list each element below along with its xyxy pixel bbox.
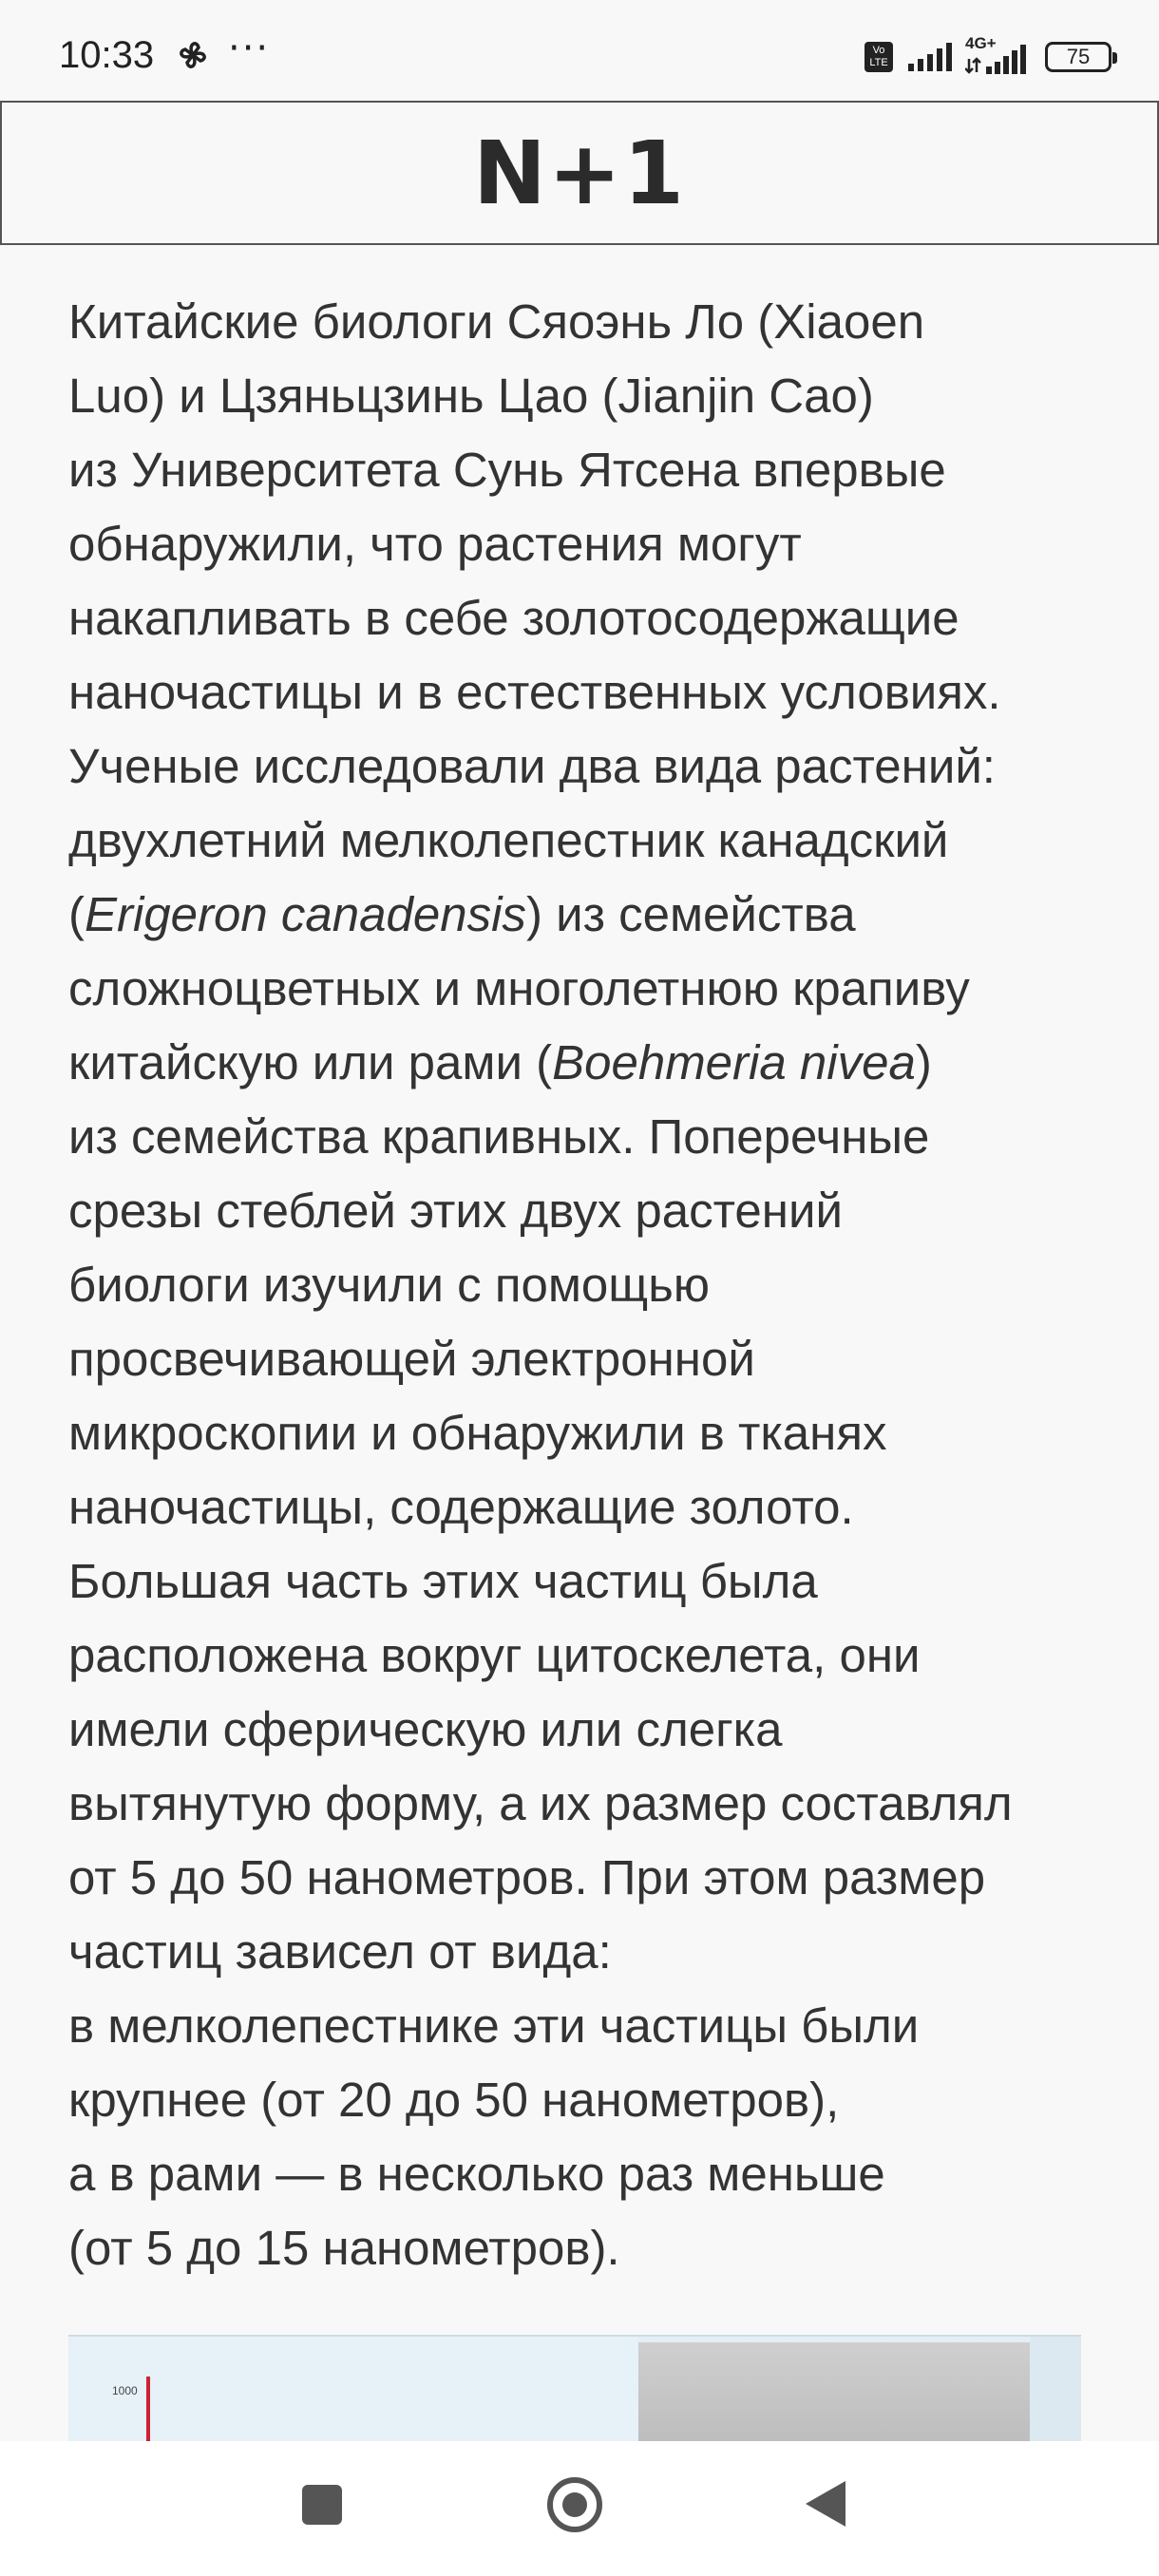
figure-chart-area [68,2337,638,2443]
article-line [68,1026,1104,1100]
text-run: Большая часть этих частиц была [68,1554,818,1608]
status-bar [0,0,1159,101]
text-run: имели сферическую или слегка [68,1702,783,1756]
article-line [68,2137,1104,2211]
text-run: китайскую или рами ( [68,1035,553,1089]
text-run: из Университета Сунь Ятсена впервые [68,443,946,497]
text-run: из семейства крапивных. Поперечные [68,1109,930,1164]
article-paragraph [68,285,1104,2285]
text-run: Ученые исследовали два вида растений: [68,739,996,793]
figure-axis-line [146,2377,150,2443]
article-line [68,1841,1104,1915]
article-line [68,2211,1104,2285]
article-line [68,1915,1104,1989]
text-run: просвечивающей электронной [68,1332,755,1386]
text-run: биологи изучили с помощью [68,1258,711,1312]
text-run: (от 5 до 15 нанометров). [68,2221,620,2275]
article-line [68,507,1104,581]
status-indicators [864,34,1112,76]
figure-axis-tick: 1000 [112,2384,138,2397]
text-run: двухлетний мелколепестник канадский [68,813,949,867]
article-line [68,359,1104,433]
article-line [68,1100,1104,1174]
figure-micrograph [638,2342,1030,2443]
signal-4g-icon [965,34,1032,74]
text-run: ) из семейства [525,887,856,941]
text-run: микроскопии и обнаружили в тканях [68,1406,887,1460]
article-line [68,952,1104,1026]
text-run: ( [68,887,85,941]
text-run: Китайские биологи Сяоэнь Ло (Xiaoen [68,294,925,349]
article-line [68,581,1104,655]
text-run: наночастицы и в естественных условиях. [68,665,1001,719]
volte-icon: Vo LTE [864,42,893,72]
text-run: срезы стеблей этих двух растений [68,1184,843,1238]
battery-level: 75 [1066,45,1091,68]
article-line [68,878,1104,952]
site-header [0,101,1159,245]
text-run: расположена вокруг цитоскелета, они [68,1628,921,1682]
text-run: ) [915,1035,932,1089]
navigation-bar [0,2441,1159,2576]
article-line [68,433,1104,507]
article-line [68,1248,1104,1322]
text-run: а в рами — в несколько раз меньше [68,2147,885,2201]
article-line [68,1693,1104,1767]
text-run: обнаружили, что растения могут [68,517,802,571]
status-time: 10:33 [59,34,155,76]
text-run: наночастицы, содержащие золото. [68,1480,854,1534]
article-line [68,1396,1104,1470]
text-run: сложноцветных и многолетнюю крапиву [68,961,970,1015]
text-run: частиц зависел от вида: [68,1924,612,1979]
text-run: крупнее (от 20 до 50 нанометров), [68,2073,840,2127]
figure-panel [1030,2337,1081,2443]
article-line [68,729,1104,804]
article-line [68,2063,1104,2137]
back-icon[interactable] [806,2481,846,2527]
article-line [68,1470,1104,1544]
text-run: от 5 до 50 нанометров. При этом размер [68,1850,986,1904]
article-line [68,1989,1104,2063]
recent-apps-icon[interactable] [302,2485,342,2525]
species-name: Erigeron canadensis [84,887,526,941]
home-icon[interactable] [547,2477,602,2532]
species-name: Boehmeria nivea [552,1035,916,1089]
article-line [68,1767,1104,1841]
article-line [68,655,1104,729]
more-notifications-icon: ··· [228,27,271,70]
network-type: 4G+ [965,34,997,52]
site-logo[interactable]: N+1 [472,122,687,224]
article-line [68,1544,1104,1619]
article-body [68,285,1104,2285]
text-run: накапливать в себе золотосодержащие [68,591,960,645]
text-run: в мелколепестнике эти частицы были [68,1998,920,2053]
fan-icon [174,36,212,74]
article-line [68,285,1104,359]
battery-icon [1045,42,1112,72]
article-line [68,804,1104,878]
article-line [68,1174,1104,1248]
text-run: вытянутую форму, а их размер составлял [68,1776,1013,1830]
article-line [68,1619,1104,1693]
article-figure[interactable] [68,2335,1081,2443]
text-run: Luo) и Цзяньцзинь Цао (Jianjin Cao) [68,369,874,423]
signal-icon [906,43,952,71]
article-line [68,1322,1104,1396]
